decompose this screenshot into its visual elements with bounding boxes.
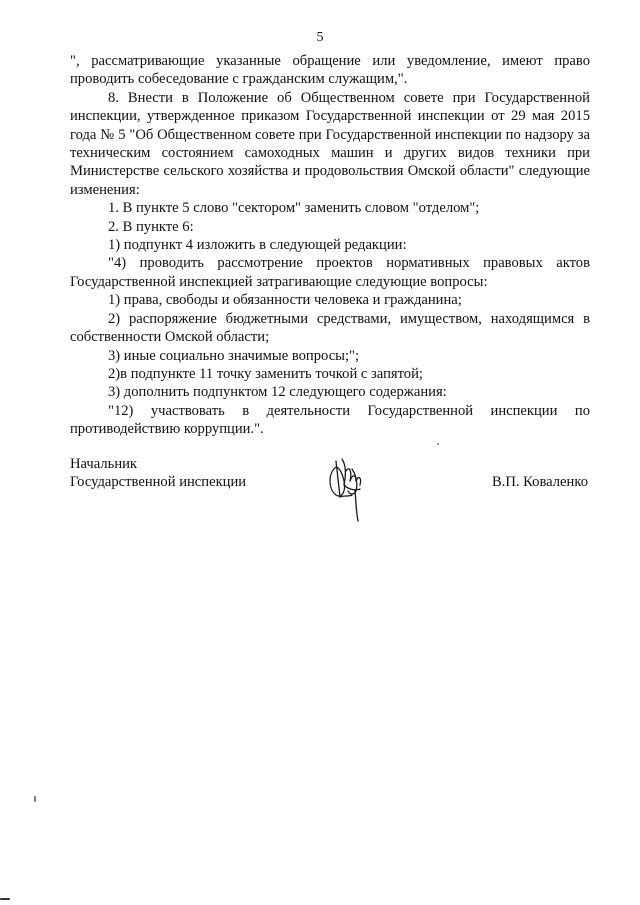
paragraph-item-8: 8. Внести в Положение об Общественном совете при Государственной инспекции, утвержденное приказом Государственной инспекции от 29 мая 2015 года № 5 "Об Общественном совете при Государственной инспекции по надзору за техническим состоянием самоходных машин и других видов техники при Министерстве сельского хозяйства и продовольствия Омской области" следующие изменения: — [70, 89, 590, 198]
paragraph-subitem-1: 1) подпункт 4 изложить в следующей редакции: — [108, 237, 407, 254]
signature-block — [70, 455, 590, 545]
paragraph-question-3: 3) иные социально значимые вопросы;"; — [108, 347, 360, 364]
paragraph-question-1: 1) права, свободы и обязанности человека и гражданина; — [108, 292, 462, 309]
scan-speck — [437, 443, 439, 445]
paragraph-continuation: ", рассматривающие указанные обращение или уведомление, имеют право проводить собеседование с гражданским служащим,". — [70, 53, 590, 88]
paragraph-change-2: 2. В пункте 6: — [108, 218, 194, 235]
signatory-position-line1: Начальник — [70, 456, 138, 472]
handwritten-signature — [322, 451, 372, 529]
paragraph-new-subitem-4: "4) проводить рассмотрение проектов нормативных правовых актов Государственной инспекцией затрагивающие следующие вопросы: — [70, 255, 590, 290]
signatory-position-line2: Государственной инспекции — [70, 474, 247, 490]
paragraph-question-2: 2) распоряжение бюджетными средствами, имуществом, находящимся в собственности Омской области; — [70, 310, 590, 346]
paragraph-change-1: 1. В пункте 5 слово "сектором" заменить словом "отделом"; — [108, 200, 480, 217]
scan-speck — [34, 796, 36, 802]
paragraph-subitem-3: 3) дополнить подпунктом 12 следующего содержания: — [108, 384, 447, 401]
paragraph-new-subitem-12: "12) участвовать в деятельности Государственной инспекции по противодействию коррупции.". — [70, 402, 590, 438]
document-body — [70, 52, 590, 439]
scan-speck — [0, 898, 10, 900]
page-number: 5 — [316, 30, 324, 45]
paragraph-subitem-2: 2)в подпункте 11 точку заменить точкой с запятой; — [108, 365, 423, 382]
signatory-name: В.П. Коваленко — [491, 474, 588, 490]
